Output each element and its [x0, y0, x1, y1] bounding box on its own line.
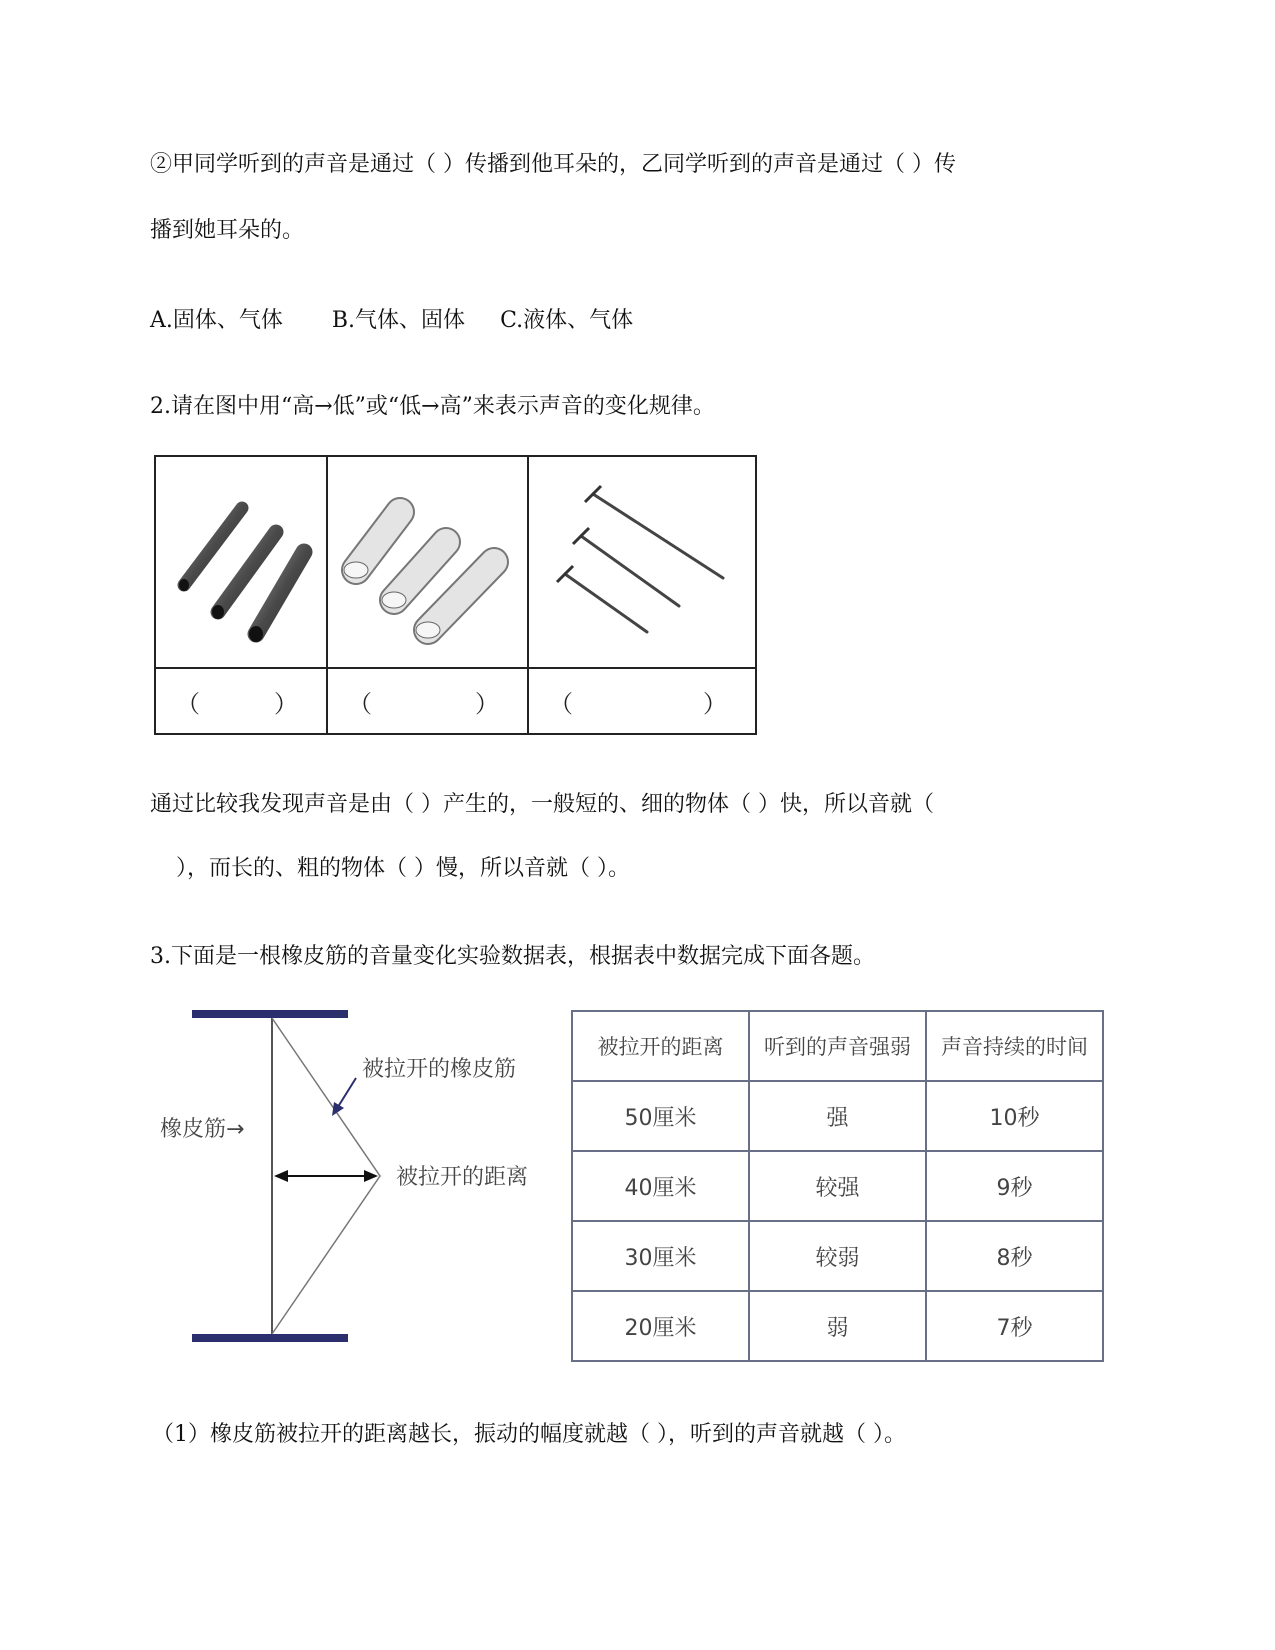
cell-loudness: 较强 — [749, 1151, 926, 1221]
top-bar — [192, 1010, 348, 1018]
cell-loudness: 弱 — [749, 1291, 926, 1361]
answer-open-paren: （ — [348, 689, 372, 718]
table-row — [572, 1291, 1103, 1361]
q1-part2-line2: 播到她耳朵的。 — [150, 218, 305, 243]
cell-distance: 20厘米 — [572, 1291, 749, 1361]
q2-prompt: 2.请在图中用“高→低”或“低→高”来表示声音的变化规律。 — [150, 394, 715, 419]
answer-close-paren: ） — [703, 689, 727, 718]
stretched-band-label: 被拉开的橡皮筋 — [362, 1057, 517, 1082]
cell-distance: 50厘米 — [572, 1081, 749, 1151]
option-c: C.液体、气体 — [500, 308, 634, 333]
answer-close-paren: ） — [475, 689, 499, 718]
col-header-distance: 被拉开的距离 — [572, 1011, 749, 1081]
q3-sub1: （1）橡皮筋被拉开的距离越长，振动的幅度就越（ ），听到的声音就越（ ）。 — [152, 1422, 906, 1447]
cell-duration: 10秒 — [926, 1081, 1103, 1151]
cell-distance: 30厘米 — [572, 1221, 749, 1291]
nails-cell — [528, 456, 756, 668]
option-b: B.气体、固体 — [331, 308, 466, 333]
table-row — [572, 1081, 1103, 1151]
cell-loudness: 较弱 — [749, 1221, 926, 1291]
metal-tubes-image — [156, 460, 326, 660]
nails-image — [529, 460, 755, 660]
paper-tubes-cell — [327, 456, 528, 668]
answer-cell-1[interactable] — [155, 668, 327, 734]
cell-duration: 9秒 — [926, 1151, 1103, 1221]
table-row — [572, 1221, 1103, 1291]
col-header-loudness: 听到的声音强弱 — [749, 1011, 926, 1081]
answer-open-paren: （ — [549, 689, 573, 718]
cell-duration: 8秒 — [926, 1221, 1103, 1291]
q1-options — [150, 306, 633, 336]
pitch-picture-table — [154, 455, 757, 735]
answer-cell-3[interactable] — [528, 668, 756, 734]
rubber-band-diagram — [150, 1010, 550, 1360]
band-label: 橡皮筋→ — [160, 1117, 245, 1142]
paper-tubes-image — [328, 460, 527, 660]
answer-cell-2[interactable] — [327, 668, 528, 734]
distance-label: 被拉开的距离 — [396, 1165, 529, 1190]
cell-distance: 40厘米 — [572, 1151, 749, 1221]
q1-part2-line1: ②甲同学听到的声音是通过（ ）传播到他耳朵的，乙同学听到的声音是通过（ ）传 — [150, 152, 956, 177]
table-row — [572, 1151, 1103, 1221]
bottom-bar — [192, 1334, 348, 1342]
q2-summary-line2: ），而长的、粗的物体（ ）慢，所以音就（ ）。 — [176, 856, 630, 881]
table-header-row — [572, 1011, 1103, 1081]
metal-tubes-cell — [155, 456, 327, 668]
q3-prompt: 3.下面是一根橡皮筋的音量变化实验数据表，根据表中数据完成下面各题。 — [150, 944, 875, 969]
option-a: A.固体、气体 — [150, 308, 283, 333]
rubber-band-data-table — [571, 1010, 1104, 1362]
col-header-duration: 声音持续的时间 — [926, 1011, 1103, 1081]
answer-open-paren: （ — [176, 689, 200, 718]
q2-summary-line1: 通过比较我发现声音是由（ ）产生的，一般短的、细的物体（ ）快，所以音就（ — [150, 792, 934, 817]
answer-close-paren: ） — [274, 689, 298, 718]
cell-duration: 7秒 — [926, 1291, 1103, 1361]
cell-loudness: 强 — [749, 1081, 926, 1151]
